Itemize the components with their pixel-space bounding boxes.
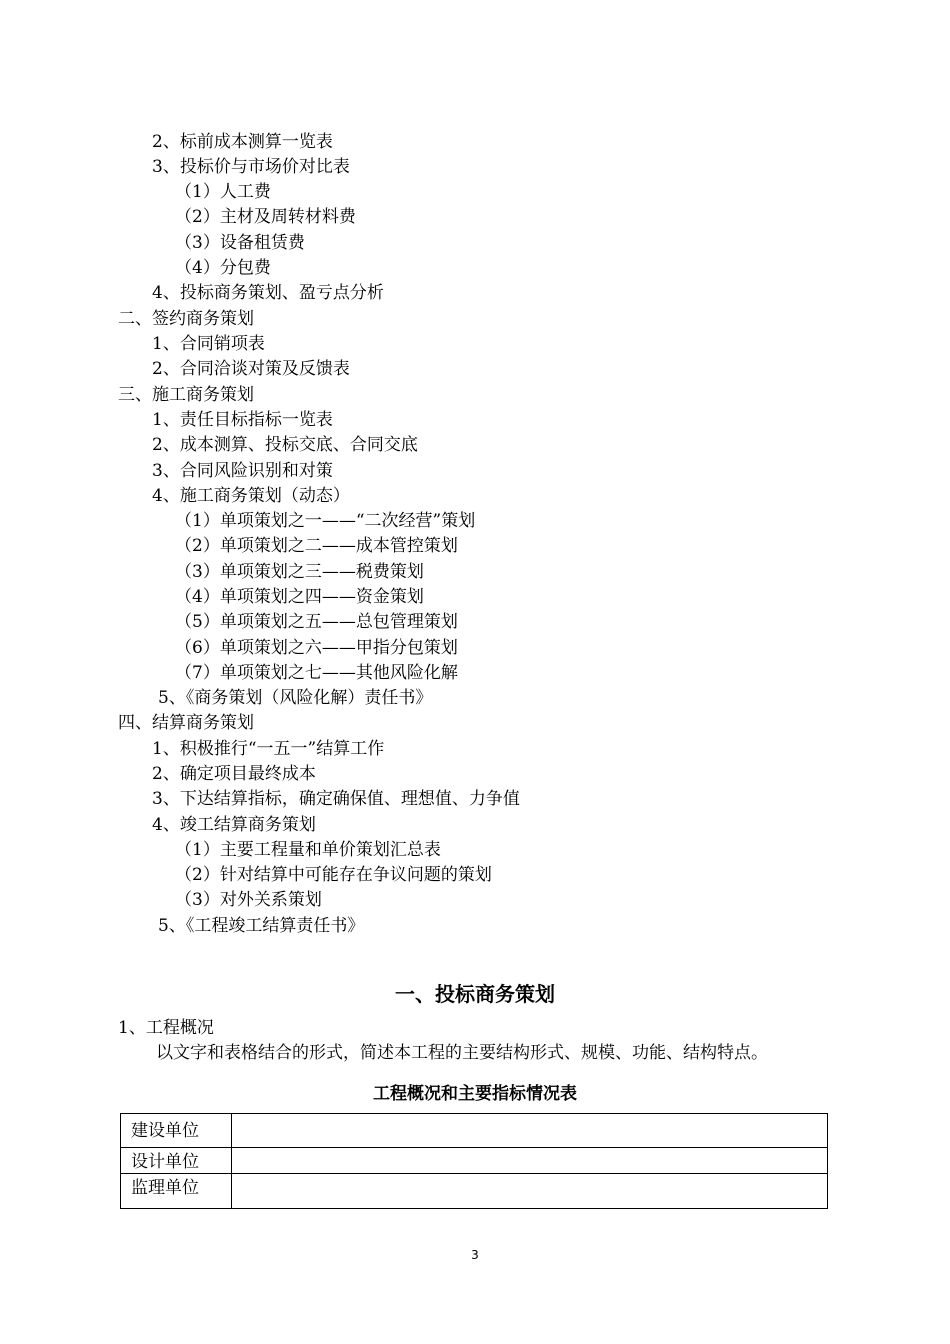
toc-item: 1、积极推行“一五一”结算工作 <box>152 739 385 759</box>
toc-item: 4、施工商务策划（动态） <box>152 486 350 506</box>
toc-subitem: （2）单项策划之二——成本管控策划 <box>175 536 458 556</box>
toc-subitem: （1）主要工程量和单价策划汇总表 <box>175 840 441 860</box>
toc-subitem: （2）主材及周转材料费 <box>175 207 356 227</box>
toc-item: 1、责任目标指标一览表 <box>152 410 333 430</box>
table-row-divider <box>121 1147 827 1148</box>
toc-subitem: （3）单项策划之三——税费策划 <box>175 562 424 582</box>
table-row-label: 设计单位 <box>131 1152 199 1172</box>
toc-subitem: （4）单项策划之四——资金策划 <box>175 587 424 607</box>
subsection-heading: 1、工程概况 <box>118 1018 214 1038</box>
toc-subitem: （3）设备租赁费 <box>175 233 305 253</box>
toc-subitem: （1）单项策划之一——“二次经营”策划 <box>175 511 476 531</box>
toc-subitem: （5）单项策划之五——总包管理策划 <box>175 612 458 632</box>
toc-subitem: （4）分包费 <box>175 258 271 278</box>
table-row-label: 监理单位 <box>131 1178 199 1198</box>
toc-item: 2、确定项目最终成本 <box>152 764 316 784</box>
toc-subitem: （7）单项策划之七——其他风险化解 <box>175 663 458 683</box>
toc-subitem: （6）单项策划之六——甲指分包策划 <box>175 638 458 658</box>
toc-item: 4、投标商务策划、盈亏点分析 <box>152 283 384 303</box>
toc-item: 1、合同销项表 <box>152 334 265 354</box>
toc-subitem: （2）针对结算中可能存在争议问题的策划 <box>175 865 492 885</box>
table-title: 工程概况和主要指标情况表 <box>373 1084 577 1104</box>
toc-item: 2、标前成本测算一览表 <box>152 132 333 152</box>
toc-heading: 四、结算商务策划 <box>118 713 254 733</box>
toc-heading: 三、施工商务策划 <box>118 385 254 405</box>
toc-item: 2、合同洽谈对策及反馈表 <box>152 359 350 379</box>
info-table <box>120 1113 828 1209</box>
page-number: 3 <box>471 1248 479 1262</box>
table-row-divider <box>121 1173 827 1174</box>
table-column-divider <box>231 1114 232 1208</box>
body-paragraph: 以文字和表格结合的形式，简述本工程的主要结构形式、规模、功能、结构特点。 <box>156 1043 768 1063</box>
toc-item: 2、成本测算、投标交底、合同交底 <box>152 435 418 455</box>
toc-item: 3、合同风险识别和对策 <box>152 461 333 481</box>
section-title: 一、投标商务策划 <box>395 982 555 1006</box>
toc-heading: 二、签约商务策划 <box>118 309 254 329</box>
toc-subitem: （1）人工费 <box>175 182 271 202</box>
toc-item: 3、下达结算指标，确定确保值、理想值、力争值 <box>152 789 520 809</box>
toc-item: 3、投标价与市场价对比表 <box>152 157 350 177</box>
toc-item: 5、《工程竣工结算责任书》 <box>158 916 365 936</box>
toc-item: 4、竣工结算商务策划 <box>152 815 316 835</box>
table-row-label: 建设单位 <box>131 1121 199 1141</box>
toc-subitem: （3）对外关系策划 <box>175 890 322 910</box>
toc-item: 5、《商务策划（风险化解）责任书》 <box>158 688 433 708</box>
